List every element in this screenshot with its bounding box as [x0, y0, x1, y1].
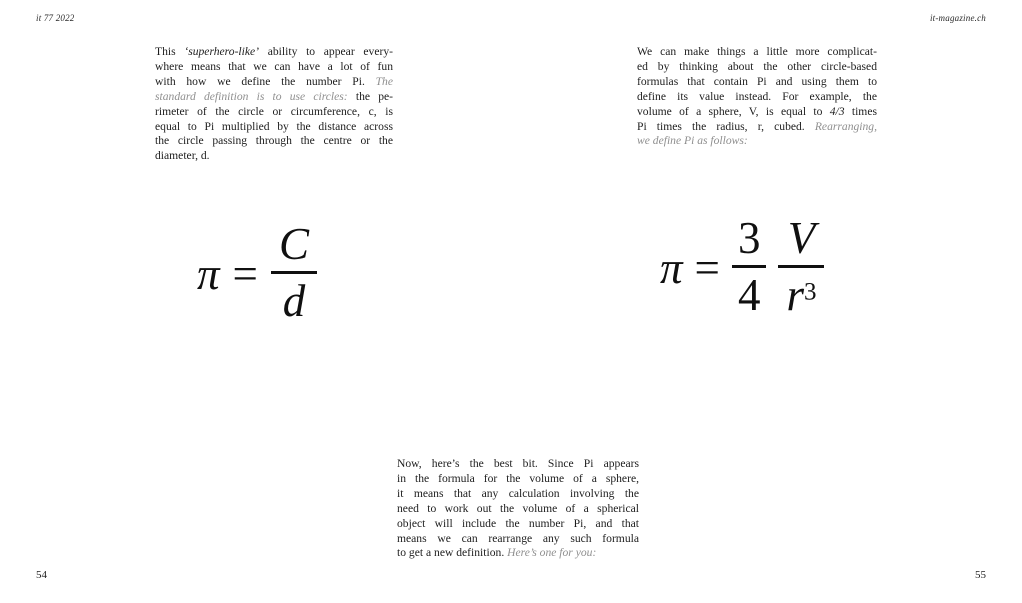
- pi-symbol: π: [660, 242, 683, 293]
- paragraph-line: [397, 546, 639, 561]
- text-segment: formulas that contain Pi and using them to: [637, 74, 877, 88]
- paragraph-line: [155, 45, 393, 60]
- article-column-right: [637, 45, 877, 149]
- radius-symbol: r: [786, 269, 804, 320]
- paragraph-line: [637, 105, 877, 120]
- article-column-left: [155, 45, 393, 164]
- paragraph-line: [397, 457, 639, 472]
- text-segment: means we can rearrange any such formula: [397, 531, 639, 545]
- text-segment: define its value instead. For example, the: [637, 89, 877, 103]
- text-segment: diameter, d.: [155, 149, 210, 163]
- paragraph-line: [155, 149, 393, 164]
- text-segment: with how we define the number Pi.: [155, 74, 376, 88]
- text-segment: ability to appear every-: [259, 45, 393, 58]
- text-segment: need to work out the volume of a spherical: [397, 501, 639, 515]
- fraction-numerator: V: [787, 213, 816, 263]
- paragraph-line: [155, 90, 393, 105]
- text-segment: volume of a sphere, V, is equal to: [637, 104, 830, 118]
- exponent: 3: [803, 278, 817, 305]
- paragraph-line: [637, 45, 877, 60]
- fraction-c-over-d: [271, 220, 317, 328]
- paragraph-line: [397, 502, 639, 517]
- text-segment: ed by thinking about the other circle-based: [637, 59, 877, 73]
- equals-sign: =: [694, 242, 720, 293]
- paragraph-line: [637, 120, 877, 135]
- article-column-bottom: [397, 457, 639, 561]
- paragraph-line: [397, 472, 639, 487]
- header-website-label: it-magazine.ch: [929, 13, 986, 23]
- text-segment: We can make things a little more complicat-: [637, 45, 877, 58]
- text-segment: The: [375, 74, 393, 88]
- paragraph-line: [155, 120, 393, 135]
- page-number-left: 54: [36, 569, 47, 581]
- header-issue-label: it 77 2022: [36, 13, 75, 23]
- fraction-v-over-r-cubed: [778, 214, 824, 322]
- fraction-denominator: [778, 268, 824, 322]
- text-segment: ‘superhero-like’: [184, 45, 260, 58]
- text-segment: in the formula for the volume of a sphere,: [397, 471, 639, 485]
- paragraph-line: [155, 105, 393, 120]
- text-segment: equal to Pi multiplied by the distance across: [155, 119, 393, 133]
- page-number-right: 55: [975, 569, 986, 581]
- text-segment: Rearranging,: [814, 119, 877, 133]
- text-segment: to get a new definition.: [397, 546, 508, 560]
- text-segment: 4/3: [829, 104, 845, 118]
- text-segment: we define Pi as follows:: [637, 134, 748, 148]
- fraction-numerator: C: [278, 219, 309, 269]
- paragraph-line: [155, 60, 393, 75]
- paragraph-line: [637, 75, 877, 90]
- text-segment: Here’s one for you:: [507, 546, 597, 560]
- fraction-numerator: 3: [737, 213, 761, 263]
- paragraph-line: [397, 517, 639, 532]
- text-segment: the circle passing through the centre or the: [155, 134, 393, 148]
- formula-pi-circumference-over-diameter: [197, 220, 317, 328]
- text-segment: standard definition is to use circles:: [155, 89, 348, 103]
- text-segment: where means that we can have a lot of fun: [155, 59, 393, 73]
- equals-sign: =: [232, 248, 258, 299]
- text-segment: it means that any calculation involving the: [397, 486, 639, 500]
- text-segment: times: [844, 104, 877, 118]
- text-segment: rimeter of the circle or circumference, c, is: [155, 104, 393, 118]
- text-segment: This: [155, 45, 185, 58]
- text-segment: Now, here’s the best bit. Since Pi appears: [397, 457, 639, 470]
- paragraph-line: [397, 532, 639, 547]
- text-segment: Pi times the radius, r, cubed.: [637, 119, 815, 133]
- fraction-denominator: 4: [737, 269, 761, 320]
- paragraph-line: [637, 90, 877, 105]
- text-segment: the pe-: [347, 89, 393, 103]
- formula-pi-sphere-volume: [660, 214, 824, 322]
- fraction-denominator: d: [282, 275, 306, 326]
- paragraph-line: [637, 134, 877, 149]
- pi-symbol: π: [197, 248, 220, 299]
- paragraph-line: [637, 60, 877, 75]
- text-segment: object will include the number Pi, and that: [397, 516, 639, 530]
- paragraph-line: [397, 487, 639, 502]
- paragraph-line: [155, 134, 393, 149]
- fraction-three-over-four: [732, 214, 767, 322]
- paragraph-line: [155, 75, 393, 90]
